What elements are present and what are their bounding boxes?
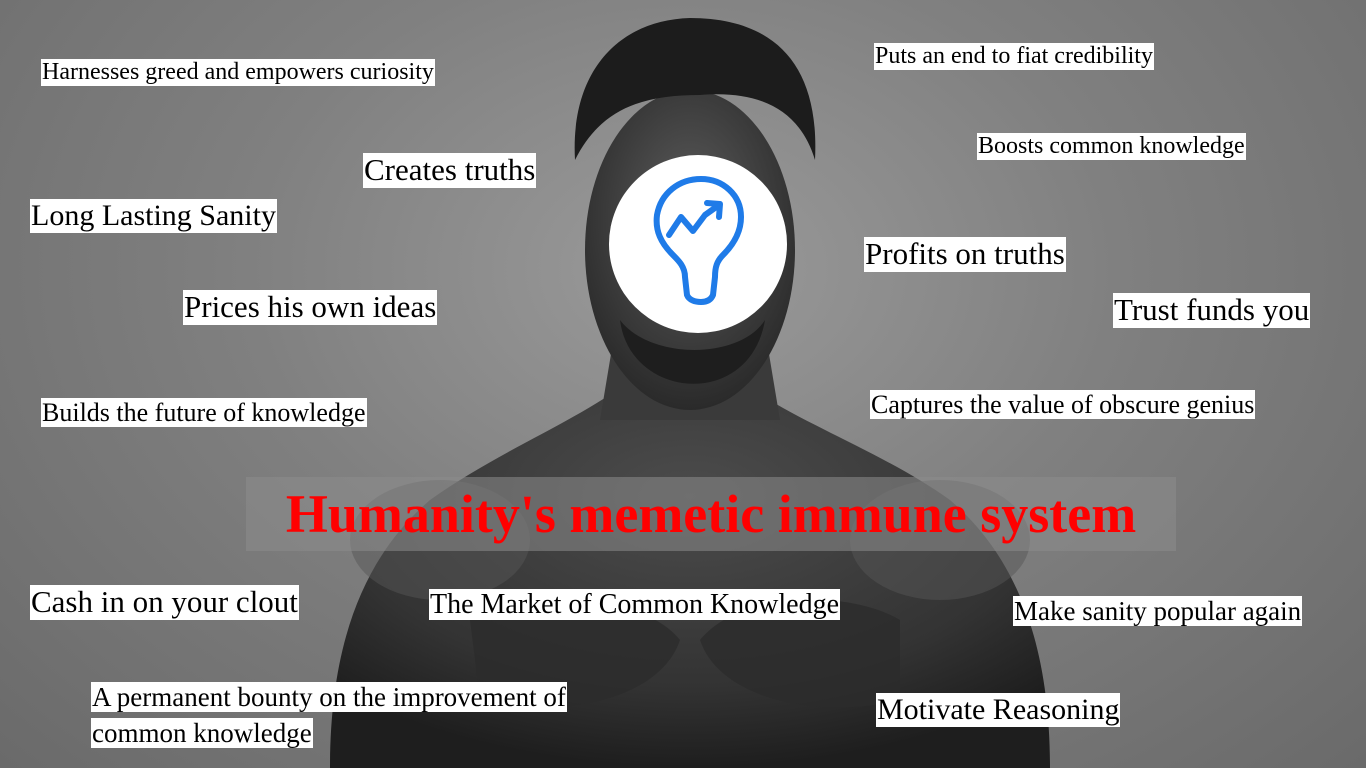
label-motivate-reasoning: Motivate Reasoning [877,693,1120,726]
label-cash-in-clout: Cash in on your clout [31,584,298,619]
lightbulb-arrow-icon [609,155,787,333]
label-long-lasting-sanity: Long Lasting Sanity [31,199,276,232]
label-permanent-bounty-text: A permanent bounty on the improvement of common knowledge [92,682,566,749]
label-permanent-bounty [90,679,592,752]
headline-banner [246,477,1176,551]
label-boosts-knowledge: Boosts common knowledge [978,133,1245,159]
label-trust-funds: Trust funds you [1114,292,1310,327]
label-creates-truths: Creates truths [364,152,536,187]
label-market-common-knowledge: The Market of Common Knowledge [430,589,840,620]
label-profits-on-truths: Profits on truths [865,236,1065,271]
label-builds-future: Builds the future of knowledge [42,398,366,427]
label-sanity-popular: Make sanity popular again [1014,596,1302,626]
label-harnesses-greed: Harnesses greed and empowers curiosity [42,59,434,85]
headline-text: Humanity's memetic immune system [285,484,1137,544]
label-fiat-credibility: Puts an end to fiat credibility [875,43,1153,69]
logo-circle [609,155,787,333]
label-prices-ideas: Prices his own ideas [184,289,437,324]
label-captures-genius: Captures the value of obscure genius [871,390,1255,419]
